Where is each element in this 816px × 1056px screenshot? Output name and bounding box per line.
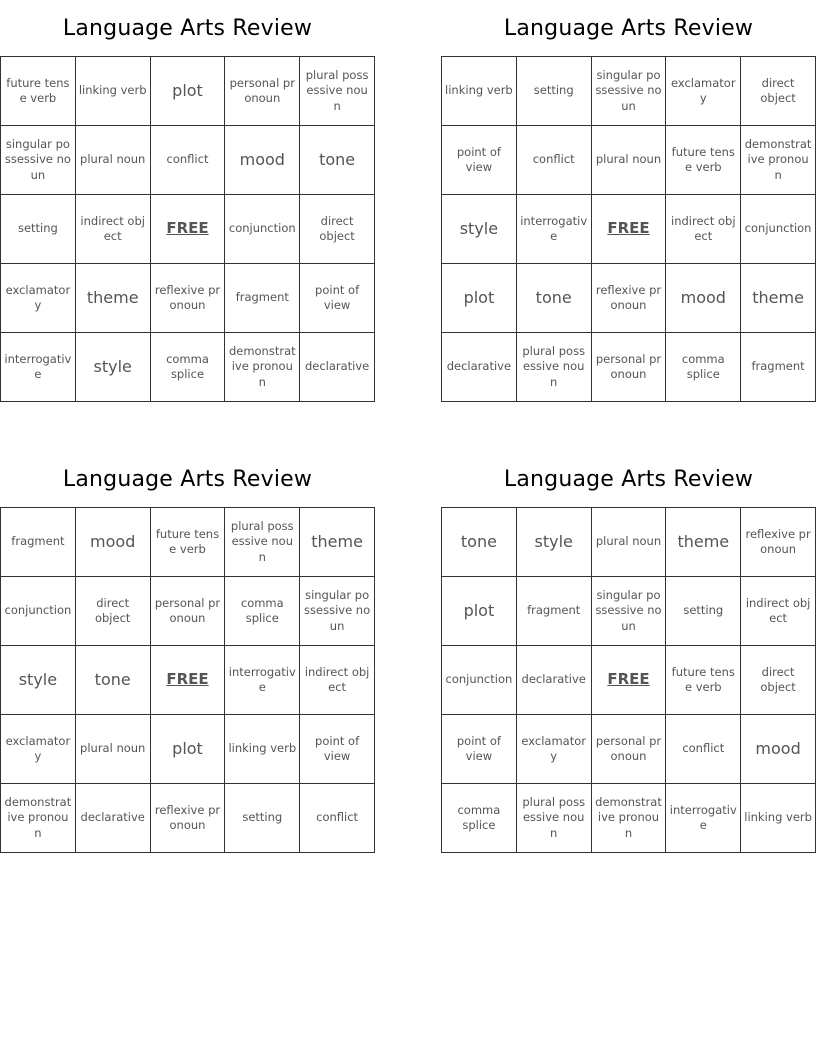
grid-cell: exclamatory [1, 715, 76, 784]
grid-cell: future tense verb [150, 508, 225, 577]
grid-cell: declarative [516, 646, 591, 715]
grid-cell: point of view [442, 715, 517, 784]
grid-cell: comma splice [666, 333, 741, 402]
grid-row [1, 784, 375, 853]
grid-cell: plot [442, 577, 517, 646]
grid-cell: direct object [741, 646, 816, 715]
grid-row [442, 333, 816, 402]
grid-cell: setting [666, 577, 741, 646]
grid-cell: tone [75, 646, 150, 715]
bingo-card-3 [0, 451, 375, 853]
grid-cell: comma splice [150, 333, 225, 402]
card-title: Language Arts Review [503, 467, 754, 492]
grid-cell: style [1, 646, 76, 715]
grid-cell: conjunction [1, 577, 76, 646]
grid-cell: reflexive pronoun [741, 508, 816, 577]
grid-cell: plot [442, 264, 517, 333]
card-title: Language Arts Review [62, 467, 313, 492]
grid-cell: style [442, 195, 517, 264]
grid-row [1, 646, 375, 715]
bingo-card-1 [0, 0, 375, 402]
grid-row [442, 126, 816, 195]
grid-cell: indirect object [741, 577, 816, 646]
grid-cell: tone [516, 264, 591, 333]
grid-cell: singular possessive noun [300, 577, 375, 646]
grid-cell: interrogative [666, 784, 741, 853]
grid-cell: personal pronoun [150, 577, 225, 646]
grid-cell: fragment [1, 508, 76, 577]
grid-cell: conjunction [225, 195, 300, 264]
grid-cell: reflexive pronoun [150, 784, 225, 853]
grid-cell: mood [75, 508, 150, 577]
grid-row [1, 126, 375, 195]
grid-row [442, 264, 816, 333]
grid-cell: setting [225, 784, 300, 853]
grid-row [442, 577, 816, 646]
grid-cell: interrogative [225, 646, 300, 715]
bingo-grid [441, 56, 816, 402]
grid-cell: conflict [150, 126, 225, 195]
grid-cell: setting [516, 57, 591, 126]
grid-cell: plural possessive noun [516, 333, 591, 402]
grid-cell: plural noun [75, 126, 150, 195]
grid-cell: personal pronoun [225, 57, 300, 126]
grid-cell: conjunction [741, 195, 816, 264]
grid-cell: linking verb [442, 57, 517, 126]
grid-cell: mood [225, 126, 300, 195]
bingo-grid [0, 507, 375, 853]
grid-cell: point of view [300, 264, 375, 333]
grid-cell: declarative [300, 333, 375, 402]
grid-cell: comma splice [225, 577, 300, 646]
grid-cell: style [516, 508, 591, 577]
grid-cell: reflexive pronoun [591, 264, 666, 333]
grid-cell: style [75, 333, 150, 402]
grid-cell: exclamatory [1, 264, 76, 333]
grid-cell: demonstrative pronoun [741, 126, 816, 195]
grid-row [442, 715, 816, 784]
grid-cell: point of view [300, 715, 375, 784]
bingo-card-2 [441, 0, 816, 402]
grid-cell: singular possessive noun [591, 57, 666, 126]
grid-cell: conflict [300, 784, 375, 853]
grid-cell: plot [150, 715, 225, 784]
grid-row [442, 57, 816, 126]
bingo-grid [0, 56, 375, 402]
grid-cell: theme [741, 264, 816, 333]
grid-cell: direct object [741, 57, 816, 126]
grid-cell: mood [741, 715, 816, 784]
grid-cell: future tense verb [1, 57, 76, 126]
grid-cell: conflict [516, 126, 591, 195]
grid-cell: indirect object [75, 195, 150, 264]
grid-cell: fragment [516, 577, 591, 646]
grid-cell: plot [150, 57, 225, 126]
grid-cell: future tense verb [666, 646, 741, 715]
grid-cell: direct object [300, 195, 375, 264]
grid-cell: theme [666, 508, 741, 577]
grid-cell: linking verb [741, 784, 816, 853]
free-space: FREE [591, 195, 666, 264]
grid-cell: theme [75, 264, 150, 333]
grid-cell: indirect object [300, 646, 375, 715]
free-space: FREE [591, 646, 666, 715]
grid-cell: reflexive pronoun [150, 264, 225, 333]
free-space: FREE [150, 646, 225, 715]
grid-cell: plural possessive noun [300, 57, 375, 126]
grid-cell: tone [300, 126, 375, 195]
bingo-grid [441, 507, 816, 853]
grid-cell: declarative [75, 784, 150, 853]
grid-cell: personal pronoun [591, 333, 666, 402]
grid-cell: mood [666, 264, 741, 333]
grid-cell: fragment [741, 333, 816, 402]
grid-row [442, 784, 816, 853]
grid-cell: exclamatory [516, 715, 591, 784]
grid-row [1, 715, 375, 784]
grid-row [1, 195, 375, 264]
grid-cell: declarative [442, 333, 517, 402]
grid-cell: plural noun [591, 508, 666, 577]
grid-row [1, 333, 375, 402]
grid-cell: interrogative [516, 195, 591, 264]
grid-cell: tone [442, 508, 517, 577]
card-title: Language Arts Review [503, 16, 754, 41]
grid-cell: interrogative [1, 333, 76, 402]
grid-row [1, 264, 375, 333]
card-title: Language Arts Review [62, 16, 313, 41]
grid-cell: setting [1, 195, 76, 264]
grid-row [442, 508, 816, 577]
grid-cell: point of view [442, 126, 517, 195]
grid-cell: linking verb [225, 715, 300, 784]
grid-cell: plural noun [75, 715, 150, 784]
grid-cell: plural possessive noun [225, 508, 300, 577]
grid-cell: comma splice [442, 784, 517, 853]
grid-cell: singular possessive noun [1, 126, 76, 195]
grid-row [442, 646, 816, 715]
grid-row [1, 508, 375, 577]
grid-cell: conjunction [442, 646, 517, 715]
grid-cell: personal pronoun [591, 715, 666, 784]
grid-cell: singular possessive noun [591, 577, 666, 646]
grid-cell: conflict [666, 715, 741, 784]
grid-cell: demonstrative pronoun [1, 784, 76, 853]
grid-cell: direct object [75, 577, 150, 646]
bingo-card-4 [441, 451, 816, 853]
grid-cell: theme [300, 508, 375, 577]
grid-cell: indirect object [666, 195, 741, 264]
grid-cell: demonstrative pronoun [225, 333, 300, 402]
grid-cell: plural possessive noun [516, 784, 591, 853]
grid-row [442, 195, 816, 264]
grid-cell: linking verb [75, 57, 150, 126]
grid-row [1, 577, 375, 646]
grid-cell: demonstrative pronoun [591, 784, 666, 853]
grid-cell: future tense verb [666, 126, 741, 195]
grid-row [1, 57, 375, 126]
grid-cell: plural noun [591, 126, 666, 195]
grid-cell: exclamatory [666, 57, 741, 126]
grid-cell: fragment [225, 264, 300, 333]
free-space: FREE [150, 195, 225, 264]
